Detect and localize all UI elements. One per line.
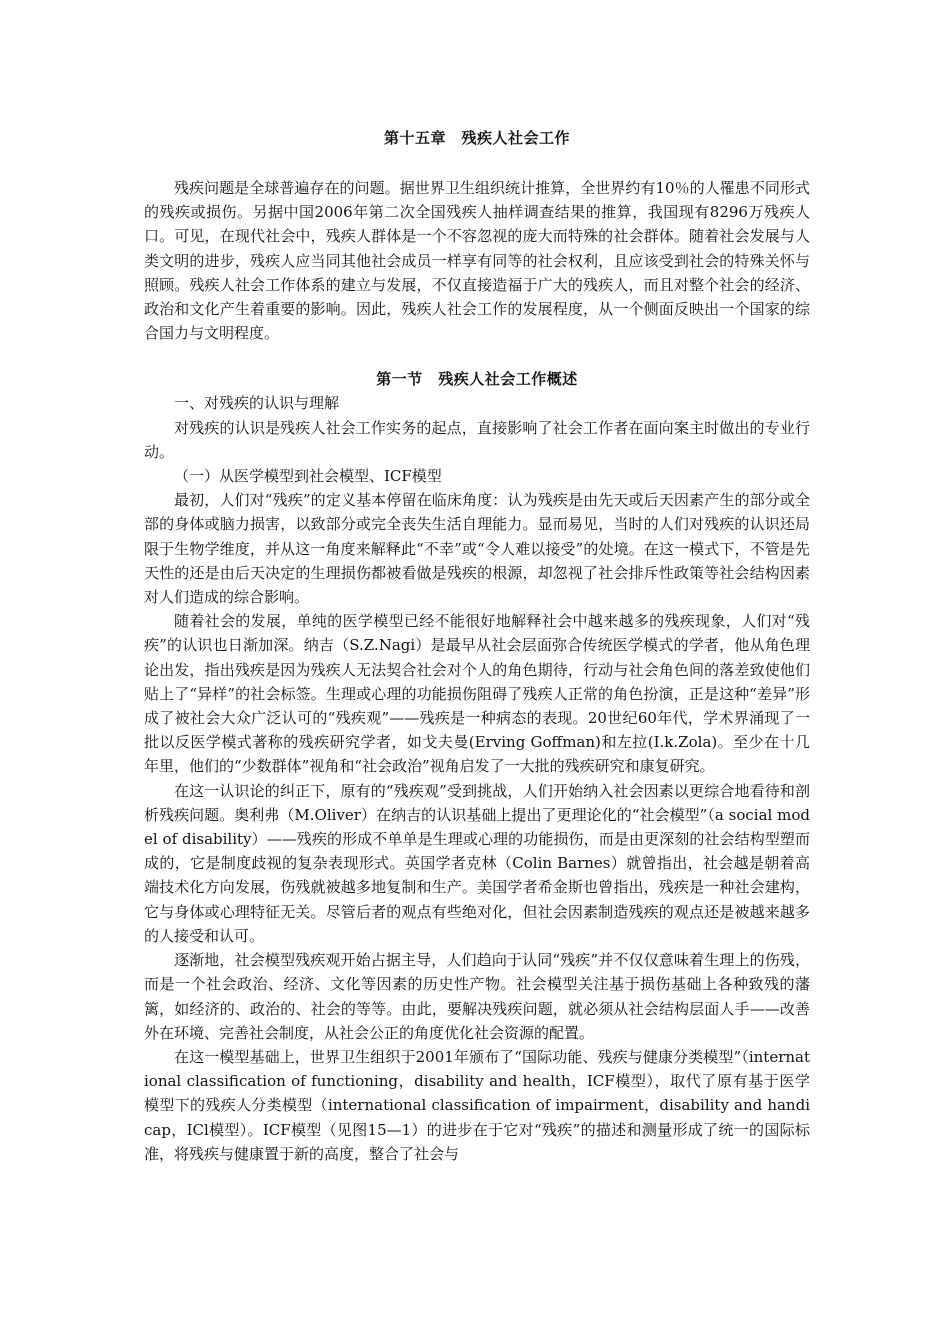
body-paragraph: 最初，人们对“残疾”的定义基本停留在临床角度：认为残疾是由先天或后天因素产生的部分或全部的身体或脑力损害，以致部分或完全丧失生活自理能力。显而易见，当时的人们对残疾的认识还局限于生物学维度，并从这一角度来解释此“不幸”或“令人难以接受”的处境。在这一模式下，不管是先天性的还是由后天决定的生理损伤都被看做是残疾的根源，却忽视了社会排斥性政策等社会结构因素对人们造成的综合影响。 (144, 491, 810, 607)
body-paragraph: 对残疾的认识是残疾人社会工作实务的起点，直接影响了社会工作者在面向案主时做出的专业行动。 (144, 418, 810, 461)
document-page (144, 126, 810, 1166)
subheading-models: （一）从医学模型到社会模型、ICF模型 (174, 467, 442, 486)
body-paragraph: 逐渐地，社会模型残疾观开始占据主导，人们趋向于认同“残疾”并不仅仅意味着生理上的伤残，而是一个社会政治、经济、文化等因素的历史性产物。社会模型关注基于损伤基础上各种致残的藩篱，如经济的、政治的、社会的等等。由此，要解决残疾问题，就必须从社会结构层面人手——改善外在环境、完善社会制度，从社会公正的角度优化社会资源的配置。 (144, 951, 810, 1042)
body-paragraph: 在这一模型基础上，世界卫生组织于2001年颁布了“国际功能、残疾与健康分类模型”（international classification of functioning，disability and health，ICF模型），取代了原有基于医学模型下的残疾人分类模型（international classification of impairment，disability and handicap，ICl模型）。ICF模型（见图15—1）的进步在于它对“残疾”的描述和测量形成了统一的国际标准，将残疾与健康置于新的高度，整合了社会与 (144, 1047, 810, 1163)
intro-paragraph: 残疾问题是全球普遍存在的问题。据世界卫生组织统计推算，全世界约有10％的人罹患不同形式的残疾或损伤。另据中国2006年第二次全国残疾人抽样调查结果的推算，我国现有8296万残疾人口。可见，在现代社会中，残疾人群体是一个不容忽视的庞大而特殊的社会群体。随着社会发展与人类文明的进步，残疾人应当同其他社会成员一样享有同等的社会权利，且应该受到社会的特殊关怀与照顾。残疾人社会工作体系的建立与发展，不仅直接造福于广大的残疾人，而且对整个社会的经济、政治和文化产生着重要的影响。因此，残疾人社会工作的发展程度，从一个侧面反映出一个国家的综合国力与文明程度。 (144, 179, 810, 343)
chapter-title: 第十五章 残疾人社会工作 (383, 129, 570, 147)
subheading-understanding: 一、对残疾的认识与理解 (174, 394, 340, 413)
section-title: 第一节 残疾人社会工作概述 (376, 370, 578, 389)
body-paragraph: 随着社会的发展，单纯的医学模型已经不能很好地解释社会中越来越多的残疾现象，人们对“残疾”的认识也日渐加深。纳吉（S.Z.Nagi）是最早从社会层面弥合传统医学模式的学者，他从角色理论出发，指出残疾是因为残疾人无法契合社会对个人的角色期待，行动与社会角色间的落差致使他们贴上了“异样”的社会标签。生理或心理的功能损伤阻碍了残疾人正常的角色扮演，正是这种“差异”形成了被社会大众广泛认可的“残疾观”——残疾是一种病态的表现。20世纪60年代，学术界涌现了一批以反医学模式著称的残疾研究学者，如戈夫曼(Erving Goffman)和左拉(I.k.Zola)。至少在十几年里，他们的“少数群体”视角和“社会政治”视角启发了一大批的残疾研究和康复研究。 (144, 612, 810, 776)
body-paragraph: 在这一认识论的纠正下，原有的“残疾观”受到挑战，人们开始纳入社会因素以更综合地看待和剖析残疾问题。奥利弗（M.Oliver）在纳吉的认识基础上提出了更理论化的“社会模型”（a social model of disability）——残疾的形成不单单是生理或心理的功能损伤，而是由更深刻的社会结构型塑而成的，它是制度歧视的复杂表现形式。英国学者克林（Colin Barnes）就曾指出，社会越是朝着高端技术化方向发展，伤残就被越多地复制和生产。美国学者希金斯也曾指出，残疾是一种社会建构，它与身体或心理特征无关。尽管后者的观点有些绝对化，但社会因素制造残疾的观点还是被越来越多的人接受和认可。 (144, 781, 810, 945)
